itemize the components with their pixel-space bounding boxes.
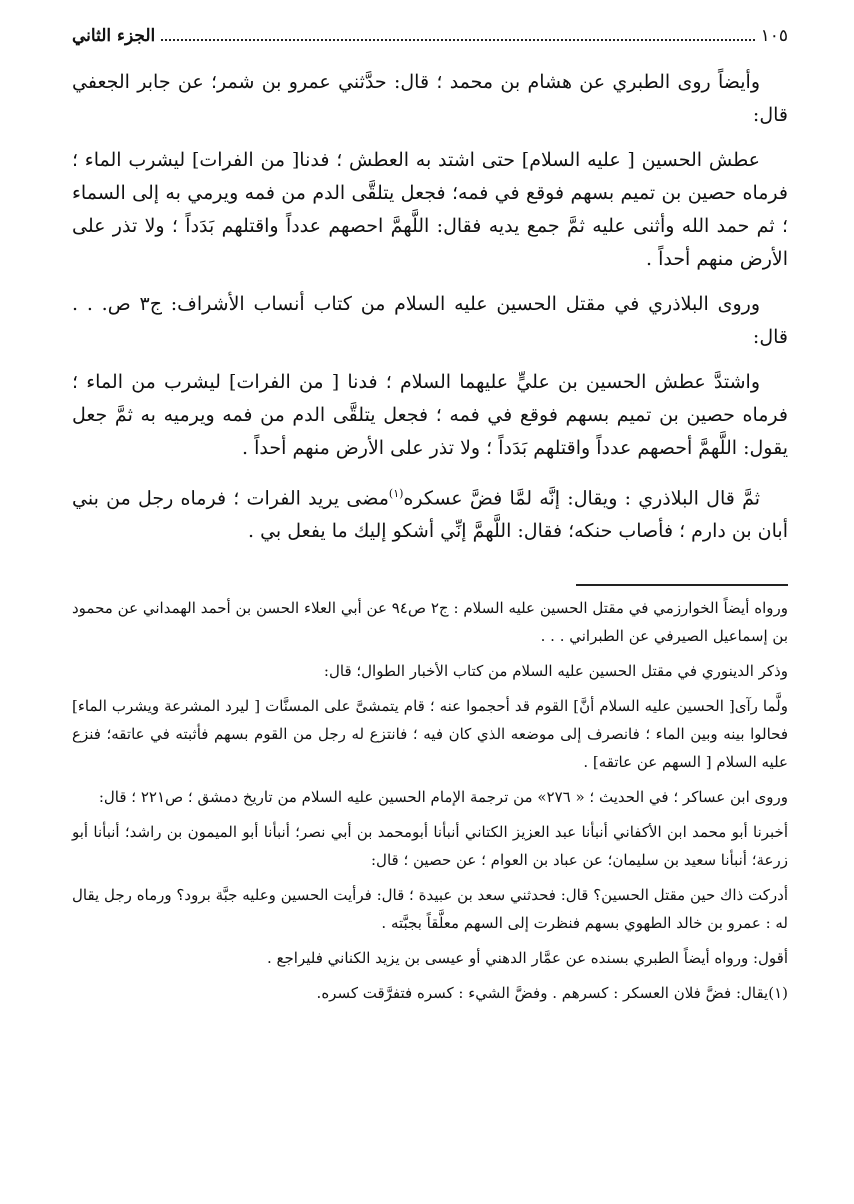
paragraph-text: مضى يريد الفرات ؛ فرماه رجل من بني أبان بن دارم ؛ فأصاب حنكه؛ فقال: اللَّهمَّ إنِّي أشكو إليك ما يفعل بي . bbox=[72, 487, 788, 543]
footnote-marker: (١) bbox=[388, 487, 404, 500]
header-dot-leader bbox=[161, 27, 754, 41]
paragraph bbox=[72, 477, 788, 548]
main-text bbox=[72, 66, 788, 548]
page-number: ١٠٥ bbox=[760, 26, 788, 46]
paragraph: وأيضاً روى الطبري عن هشام بن محمد ؛ قال: حدَّثني عمرو بن شمر؛ عن جابر الجعفي قال: bbox=[72, 71, 788, 126]
footnote-separator bbox=[576, 584, 788, 586]
footnote-paragraph: ولَّما رآى[ الحسين عليه السلام أنَّ] القوم قد أحجموا عنه ؛ قام يتمشىَّ على المسنَّات [ ليرد المشرعة ويشرب الماء] فحالوا بينه وبين الماء ؛ فانصرف إلى موضعه الذي كان فيه ؛ فانتزع له رجل من القوم بسهم فأثبته في عاتقه؛ فنزع عليه السلام [ السهم عن عاتقه] . bbox=[72, 697, 788, 772]
footnote-paragraph: وروى ابن عساكر ؛ في الحديث ؛ « ٢٧٦» من ترجمة الإمام الحسين عليه السلام من تاريخ دمشق ؛ ص٢٢١ ؛ قال: bbox=[98, 788, 788, 807]
footnote-separator-wrap bbox=[72, 584, 788, 586]
footnotes bbox=[72, 594, 788, 1007]
paragraph: واشتدَّ عطش الحسين بن عليٍّ عليهما السلام ؛ فدنا [ من الفرات] ليشرب من الماء ؛ فرماه حصين بن تميم بسهم فوقع في فمه ؛ فجعل يتلقَّى الدم من فمه ويرميه به ثمَّ جعل يقول: اللَّهمَّ أحصهم عدداً واقتلهم بَدَداً ؛ ولا تذر على الأرض منهم أحداً . bbox=[72, 371, 788, 459]
paragraph-text: ثمَّ قال البلاذري : ويقال: إنَّه لمَّا فضَّ عسكره bbox=[403, 487, 760, 510]
footnote-paragraph: أقول: ورواه أيضاً الطبري بسنده عن عمَّار الدهني أو عيسى بن يزيد الكناني فليراجع . bbox=[266, 949, 788, 968]
running-header bbox=[72, 26, 788, 62]
paragraph: وروى البلاذري في مقتل الحسين عليه السلام من كتاب أنساب الأشراف: ج٣ ص. . . قال: bbox=[72, 293, 788, 348]
footnote-paragraph: وذكر الدينوري في مقتل الحسين عليه السلام من كتاب الأخبار الطوال؛ قال: bbox=[323, 662, 788, 681]
footnote-definition: (١)يقال: فضَّ فلان العسكر : كسرهم . وفضَّ الشيء : كسره فتفرَّقت كسره. bbox=[316, 984, 788, 1003]
footnote-paragraph: أخبرنا أبو محمد ابن الأكفاني أنبأنا عبد العزيز الكتاني أنبأنا أبومحمد بن أبي نصر؛ أنبأنا أبو الميمون بن راشد؛ أنبأنا أبو زرعة؛ أنبأنا سعيد بن سليمان؛ عن عباد بن العوام ؛ عن حصين ؛ قال: bbox=[72, 823, 788, 870]
footnote-paragraph: أدركت ذاك حين مقتل الحسين؟ قال: فحدثني سعد بن عبيدة ؛ قال: فرأيت الحسين وعليه جبَّة برود؟ ورماه رجل يقال له : عمرو بن خالد الطهوي بسهم فنظرت إلى السهم معلَّقاً بجبَّته . bbox=[72, 886, 788, 933]
footnote-paragraph: ورواه أيضاً الخوارزمي في مقتل الحسين عليه السلام : ج٢ ص٩٤ عن أبي العلاء الحسن بن أحمد الهمداني عن محمود بن إسماعيل الصيرفي عن الطبراني . . . bbox=[72, 599, 788, 646]
header-title: الجزء الثاني bbox=[72, 26, 156, 46]
paragraph: عطش الحسين [ عليه السلام] حتى اشتد به العطش ؛ فدنا[ من الفرات] ليشرب الماء ؛ فرماه حصين بن تميم بسهم فوقع في فمه؛ فجعل يتلقَّى الدم من فمه ويرمي به إلى السماء ؛ ثم حمد الله وأثنى عليه ثمَّ جمع يديه فقال: اللَّهمَّ احصهم عدداً واقتلهم بَدَداً ؛ ولا تذر على الأرض منهم أحداً . bbox=[72, 149, 788, 270]
